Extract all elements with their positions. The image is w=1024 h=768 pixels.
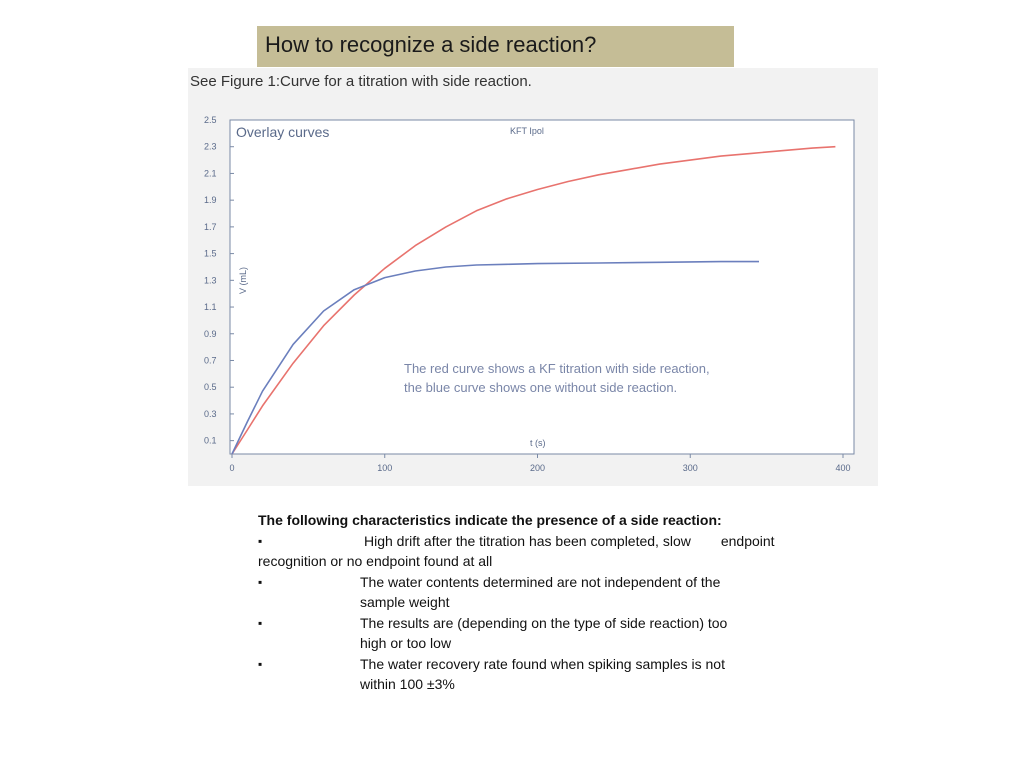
x-tick-label: 300 — [682, 463, 698, 473]
x-tick-label: 100 — [377, 463, 393, 473]
bullet-2-text: The water contents determined are not independent of the — [360, 573, 721, 590]
plot-area — [230, 120, 854, 454]
y-tick-label: 1.3 — [204, 275, 217, 286]
bullet-item-3 — [258, 613, 858, 634]
bullet-1-text: High drift after the titration has been completed, slow — [364, 532, 691, 549]
characteristics-heading: The following characteristics indicate the presence of a side reaction: — [258, 512, 722, 528]
y-axis-label: V (mL) — [238, 267, 248, 294]
x-tick-label: 0 — [229, 463, 235, 473]
chart-title: Overlay curves — [236, 124, 330, 140]
y-tick-label: 1.5 — [204, 248, 217, 259]
figure-panel — [188, 68, 878, 486]
y-tick-label: 2.3 — [204, 141, 217, 152]
bullet-1-continuation: recognition or no endpoint found at all — [258, 553, 493, 569]
annotation-line-1: The red curve shows a KF titration with side reaction, — [404, 361, 710, 376]
bullet-4-continuation: within 100 ±3% — [360, 676, 455, 692]
y-tick-label: 0.3 — [204, 408, 217, 419]
bullet-item-1 — [258, 531, 858, 552]
bullet-2-continuation: sample weight — [360, 594, 450, 610]
annotation-line-2: the blue curve shows one without side reaction. — [404, 380, 678, 395]
figure-caption: See Figure 1:Curve for a titration with side reaction. — [190, 73, 532, 90]
slide-title: How to recognize a side reaction? — [257, 26, 734, 67]
x-axis-ticks — [229, 454, 850, 473]
y-tick-label: 0.1 — [204, 435, 217, 446]
y-tick-label: 2.5 — [204, 115, 217, 125]
bullet-marker: ▪ — [258, 656, 263, 671]
bullet-item-2 — [258, 572, 858, 593]
x-tick-label: 200 — [529, 463, 546, 473]
bullet-marker: ▪ — [258, 574, 263, 589]
y-tick-label: 0.7 — [204, 355, 217, 366]
x-axis-label: t (s) — [530, 438, 546, 448]
characteristics-section — [258, 510, 858, 695]
bullet-3-text: The results are (depending on the type of side reaction) too — [360, 614, 728, 631]
bullet-3-continuation: high or too low — [360, 635, 452, 651]
bullet-marker: ▪ — [258, 615, 263, 630]
overlay-curves-chart — [188, 68, 878, 486]
x-tick-label: 400 — [835, 463, 851, 473]
y-tick-label: 0.9 — [204, 328, 217, 339]
bullet-1-text-end: endpoint — [720, 532, 775, 549]
y-tick-label: 1.1 — [204, 302, 217, 313]
y-tick-label: 2.1 — [204, 168, 217, 179]
y-tick-label: 0.5 — [204, 382, 217, 393]
y-tick-label: 1.9 — [204, 195, 217, 206]
bullet-item-4 — [258, 654, 858, 675]
y-tick-label: 1.7 — [204, 221, 217, 232]
bullet-marker: ▪ — [258, 533, 263, 548]
chart-subtitle: KFT Ipol — [510, 126, 544, 136]
bullet-4-text: The water recovery rate found when spiking samples is not — [360, 655, 725, 672]
